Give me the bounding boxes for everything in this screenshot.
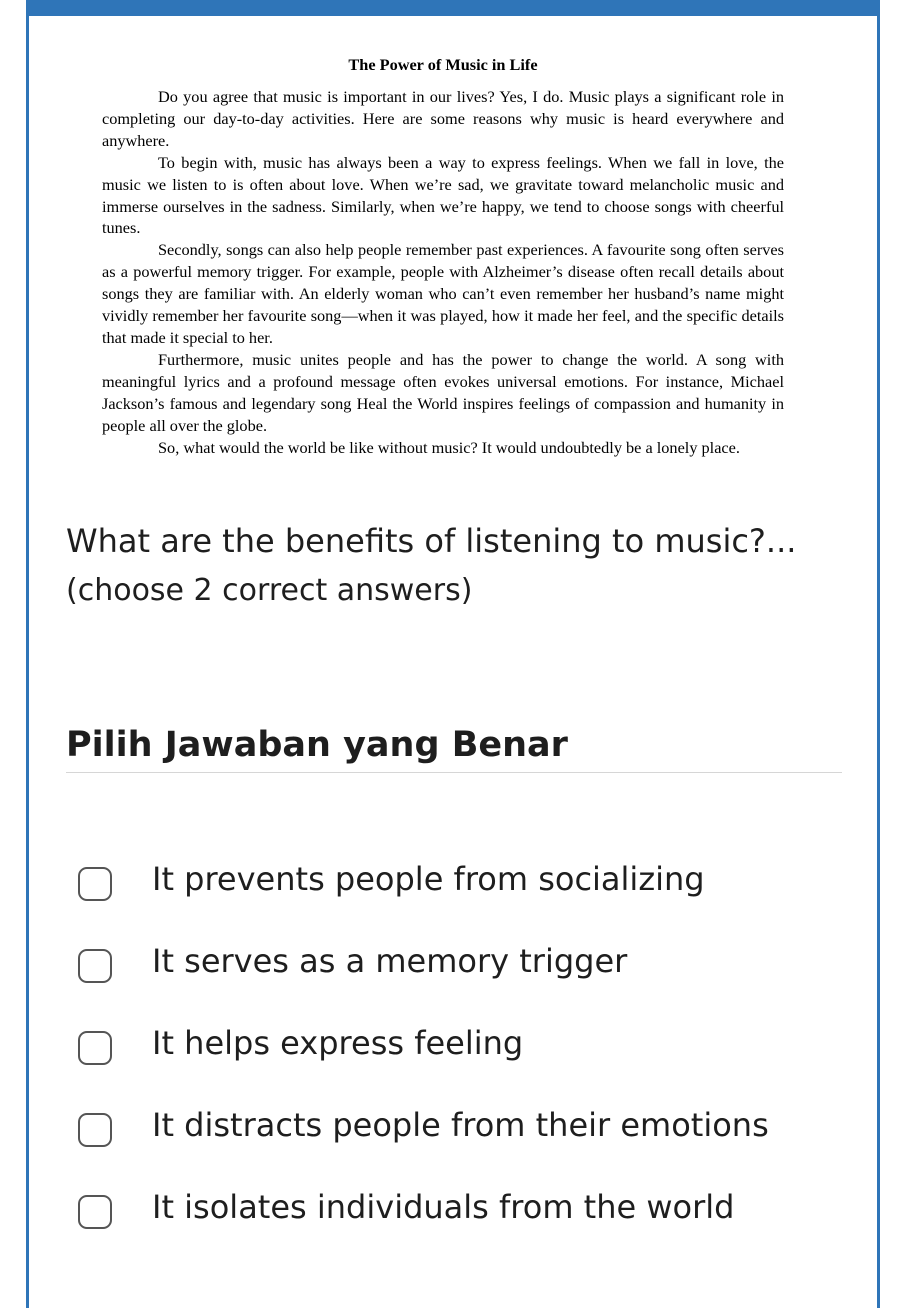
card-left-border [26,0,29,1308]
reading-passage [102,54,784,458]
answer-option-label: It prevents people from socializing [152,860,705,898]
answer-option[interactable] [78,1166,838,1248]
answer-option[interactable] [78,1084,838,1166]
question-hint: (choose 2 correct answers) [66,573,473,608]
card-right-border [877,0,880,1308]
checkbox-icon[interactable] [78,1195,112,1229]
answer-option[interactable] [78,920,838,1002]
answer-options [78,838,838,1248]
answer-option[interactable] [78,838,838,920]
answer-option-label: It serves as a memory trigger [152,942,628,980]
checkbox-icon[interactable] [78,867,112,901]
checkbox-icon[interactable] [78,1031,112,1065]
passage-title: The Power of Music in Life [348,55,538,74]
scrollbar[interactable] [898,0,920,1308]
passage-paragraph: Secondly, songs can also help people remember past experiences. A favourite song often serves as a powerful memory trigger. For example, people with Alzheimer’s disease often recall details about songs they are familiar with. An elderly woman who can’t even remember her husband’s name might vividly remember her favourite song—when it was played, how it made her feel, and the specific details that made it special to her. [102,240,784,347]
top-accent-bar [26,0,880,16]
answer-section-heading: Pilih Jawaban yang Benar [66,725,568,765]
answer-option-label: It isolates individuals from the world [152,1188,735,1226]
answer-option-label: It distracts people from their emotions [152,1106,769,1144]
answer-option-label: It helps express feeling [152,1024,524,1062]
passage-paragraph: So, what would the world be like without music? It would undoubtedly be a lonely place. [158,437,740,457]
passage-paragraph: Furthermore, music unites people and has the power to change the world. A song with meaningful lyrics and a profound message often evokes universal emotions. For instance, Michael Jackson’s famous and legendary song Heal the World inspires feelings of compassion and humanity in people all over the globe. [102,349,784,435]
passage-paragraph: To begin with, music has always been a way to express feelings. When we fall in love, the music we listen to is often about love. When we’re sad, we gravitate toward melancholic music and immerse ourselves in the sadness. Similarly, when we’re happy, we tend to choose songs with cheerful tunes. [102,152,784,238]
checkbox-icon[interactable] [78,1113,112,1147]
checkbox-icon[interactable] [78,949,112,983]
divider [66,772,842,773]
passage-paragraph: Do you agree that music is important in our lives? Yes, I do. Music plays a significant role in completing our day-to-day activities. Here are some reasons why music is heard everywhere and anywhere. [102,87,784,150]
answer-option[interactable] [78,1002,838,1084]
question-text: What are the benefits of listening to music?... [66,522,797,560]
